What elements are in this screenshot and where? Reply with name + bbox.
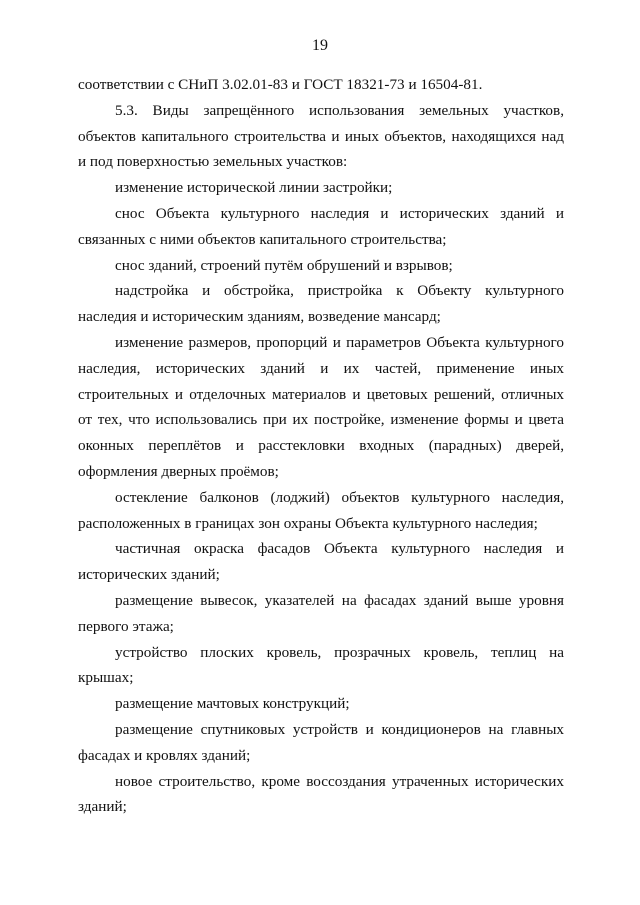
paragraph-continuation: соответствии с СНиП 3.02.01-83 и ГОСТ 18321-73 и 16504-81. <box>78 76 483 93</box>
list-item: изменение исторической линии застройки; <box>115 179 393 197</box>
list-item: снос зданий, строений путём обрушений и взрывов; <box>115 256 453 274</box>
document-body <box>78 72 564 820</box>
paragraph-section-5-3: 5.3. Виды запрещённого использования земельных участков, объектов капитального строительства и иных объектов, находящихся над и под поверхностью земельных участков: <box>78 101 564 171</box>
list-item: надстройка и обстройка, пристройка к Объекту культурного наследия и историческим зданиям, возведение мансард; <box>78 282 564 326</box>
list-item: остекление балконов (лоджий) объектов культурного наследия, расположенных в границах зон охраны Объекта культурного наследия; <box>78 488 564 532</box>
list-item: изменение размеров, пропорций и параметров Объекта культурного наследия, исторических зданий и их частей, применение иных строительных и отделочных материалов и цветовых решений, отличных от тех, что использовались при их постройке, изменение формы и цвета оконных переплётов и расстекловки входных (парадных) дверей, оформления дверных проёмов; <box>78 333 564 480</box>
list-item: размещение вывесок, указателей на фасадах зданий выше уровня первого этажа; <box>78 591 564 635</box>
list-item: частичная окраска фасадов Объекта культурного наследия и исторических зданий; <box>78 540 564 584</box>
list-item: размещение мачтовых конструкций; <box>115 695 350 713</box>
list-item: размещение спутниковых устройств и кондиционеров на главных фасадах и кровлях зданий; <box>78 720 564 764</box>
list-item: снос Объекта культурного наследия и исторических зданий и связанных с ними объектов капитального строительства; <box>78 204 564 248</box>
list-item: новое строительство, кроме воссоздания утраченных исторических зданий; <box>78 772 564 816</box>
page-number: 19 <box>312 37 328 54</box>
list-item: устройство плоских кровель, прозрачных кровель, теплиц на крышах; <box>78 643 564 687</box>
